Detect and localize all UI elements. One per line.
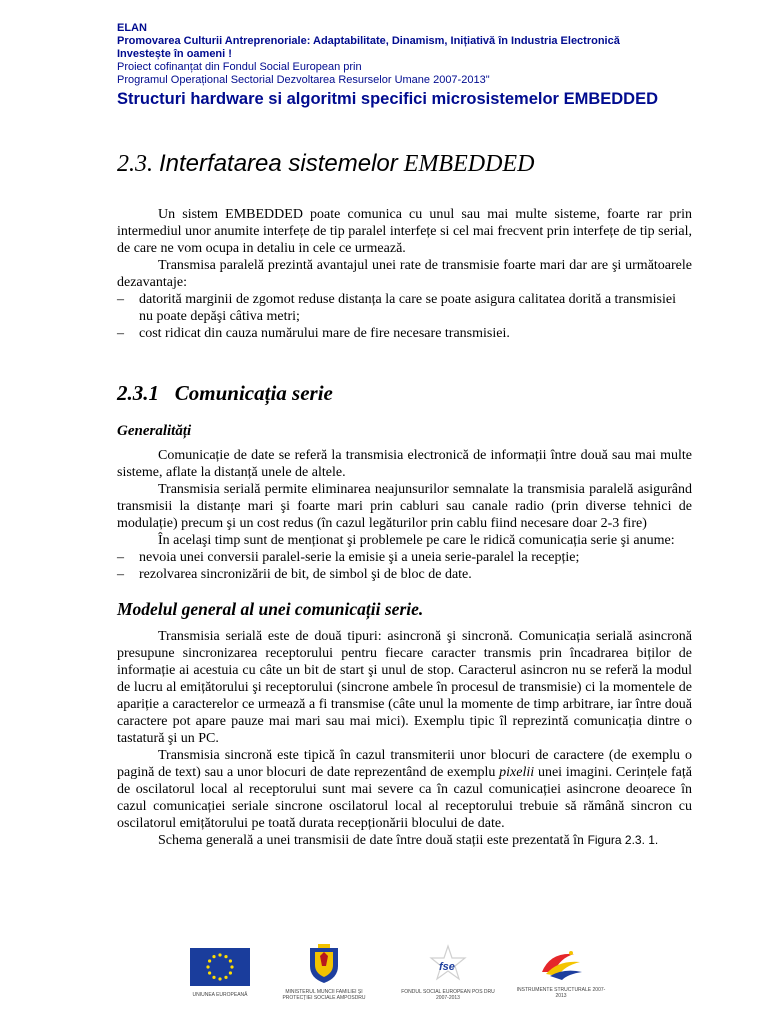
instruments-caption: INSTRUMENTE STRUCTURALE 2007-2013 [516,987,606,999]
eu-flag-icon [190,948,250,986]
instruments-swirl-icon [536,946,586,982]
ministry-logo [278,942,370,1001]
subsection-number: 2.3.1 [117,381,159,405]
section-title-tail: EMBEDDED [403,151,535,177]
intro-paragraph-1: Un sistem EMBEDDED poate comunica cu unul sau mai multe sisteme, foarte rar prin intermediul unor anumite interfețe de tip paralel interfețe si cel mai frecvent prin interfețe de tip serial, de care ne vom ocupa in detaliu in cele ce urmează. [117,207,692,256]
emphasis-pixels: pixelii [499,765,535,780]
generalities-heading: Generalități [117,423,192,439]
intro-list [117,291,692,342]
generalities-list [117,549,692,583]
ministry-caption: MINISTERUL MUNCII FAMILIEI ȘI PROTECȚIEI SOCIALE AMPOSDRU [282,989,366,1001]
fse-logo [400,944,496,1001]
generalities-paragraph-3: În acelaşi timp sunt de menționat şi problemele pe care le ridică comunicația serie şi anume: [158,533,675,548]
text-run: Transmisia sincronă este tipică în cazul transmiterii unor blocuri de caractere (de exemplu o pagină de text) sau a unor blocuri de date reprezentând de exemplu [117,748,692,780]
program-line: Programul Operațional Sectorial Dezvoltarea Resurselor Umane 2007-2013" [117,74,490,86]
cofinance-line: Proiect cofinanțat din Fondul Social European prin [117,61,362,73]
project-title: Promovarea Culturii Antreprenoriale: Adaptabilitate, Dinamism, Inițiativă în Industria Electronică [117,35,620,47]
generalities-paragraph-1: Comunicație de date se referă la transmisia electronică de informații între două sau mai multe sisteme, aflate la distanță unele de altele. [117,448,692,480]
course-title: Structuri hardware si algoritmi specifici microsistemelor EMBEDDED [117,90,658,108]
document-header [117,22,737,109]
text-run: unei imagini. Cerințele față de oscilatorul local al receptorului sunt mai severe ca în cazul comunicației asincrone deoarece în cazul comunicației seriale sincrone oscilatorul local al receptorului trebuie să rămână sincron cu oscilatorul emițătorului pe toată durata recepționării blocului de date. [117,765,692,831]
section-title [117,150,692,178]
subsection-title [117,381,692,405]
sponsor-logos [170,942,610,1012]
list-item: – cost ridicat din cauza numărului mare de fire necesare transmisiei. [117,325,692,342]
section-number: 2.3. [117,151,153,177]
model-paragraph-1: Transmisia serială este de două tipuri: asincronă şi sincronă. Comunicația serială asincronă presupune sincronizarea receptorului pentru fiecare caracter transmis prin încadrarea biților de informație ai acestuia cu câte un bit de start şi unul de stop. Caracterul asincron nu se referă la modul de lucru al emițătorului şi receptorului (sincrone ambele în procesul de transmisie) ci la momentele de apariție a caracterelor ce urmează a fi transmise (câte unul la momente de timp arbitrare, iar între două caractere pot apare pauze mai mari sau mai mici). Exemplu tipic îl reprezintă comunicația dintre o tastatură şi un PC. [117,629,692,746]
subsection-title-text: Comunicația serie [174,381,333,405]
instruments-logo [515,946,607,999]
fse-mark: fse [439,961,455,973]
coat-of-arms-icon [307,942,341,984]
fse-star-icon [425,944,471,984]
list-item: – rezolvarea sincronizării de bit, de simbol şi de bloc de date. [117,566,692,583]
eu-logo [180,948,260,998]
model-paragraph-2 [117,747,692,832]
fse-caption: FONDUL SOCIAL EUROPEAN POS DRU 2007-2013 [401,989,495,1001]
list-item: – nevoia unei conversii paralel-serie la emisie şi a uneia serie-paralel la recepție; [117,549,692,566]
eu-caption: UNIUNEA EUROPEANĂ [192,992,248,998]
generalities-paragraph-2: Transmisia serială permite eliminarea neajunsurilor semnalate la transmisia paralelă asigurând transmisii la distanțe mari şi foarte mari prin cabluri sau canale radio (prin diverse tehnici de modulație) precum şi un cost redus (în cazul legăturilor prin cablu fiind necesare doar 2-3 fire) [117,482,692,531]
text-run: Schema generală a unei transmisii de date între două stații este prezentată în [158,833,588,848]
list-item: – datorită marginii de zgomot reduse distanța la care se poate asigura calitatea dorită a transmisiei nu poate depăşi câtiva metri; [117,291,692,325]
org-name: ELAN [117,22,147,34]
intro-paragraph-2: Transmisa paralelă prezintă avantajul unei rate de transmisie foarte mari dar are şi următoarele dezavantaje: [117,258,692,290]
model-paragraph-3 [117,832,692,849]
slogan: Investește în oameni ! [117,48,232,60]
page-body [117,150,692,849]
figure-reference[interactable]: Figura 2.3. 1. [587,833,659,847]
model-heading: Modelul general al unei comunicații serie. [117,599,424,619]
section-title-text: Interfatarea sistemelor [159,150,398,177]
